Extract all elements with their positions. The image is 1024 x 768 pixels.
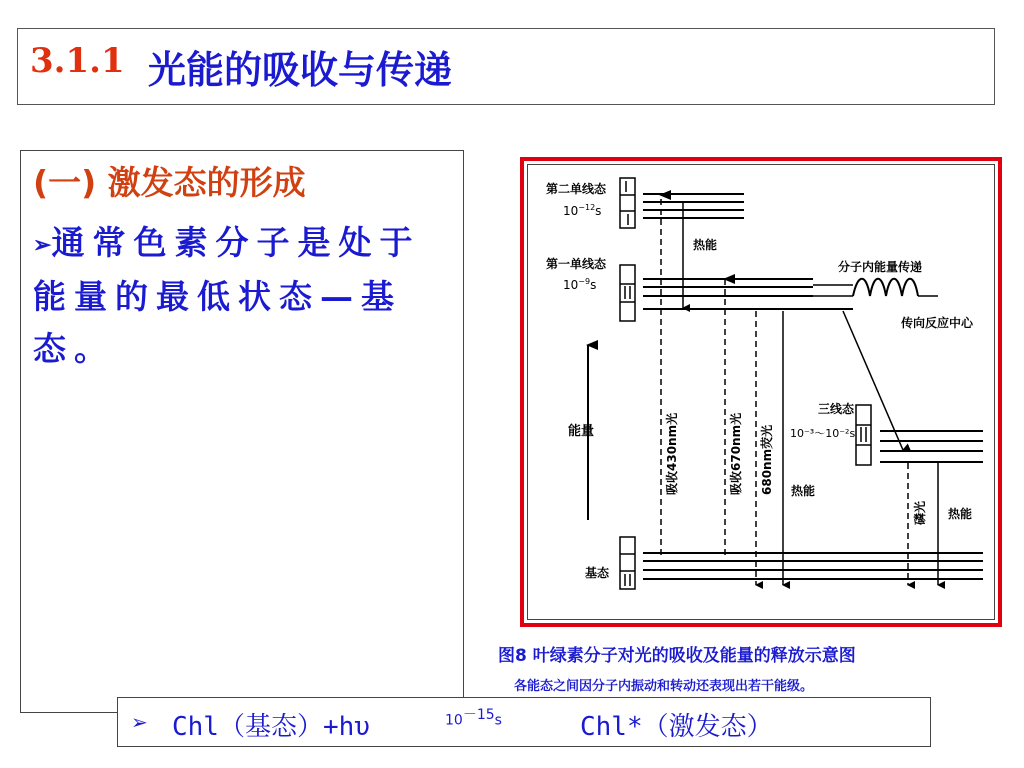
reaction-center-label: 传向反应中心 <box>901 316 974 330</box>
transfer-label: 分子内能量传递 <box>838 260 923 274</box>
s1-orbital-box <box>620 265 635 321</box>
s1-levels <box>643 279 853 309</box>
triplet-time: 10⁻³～10⁻²s <box>790 427 856 440</box>
energy-axis-label: 能量 <box>568 424 595 439</box>
bullet-arrow-icon: ➢ <box>33 232 52 258</box>
s2-levels <box>643 194 744 218</box>
equation-arrow-icon: ➢ <box>131 710 148 734</box>
figure-caption: 图8 叶绿素分子对光的吸收及能量的释放示意图 <box>498 646 856 666</box>
abs670-label: 吸收670nm光 <box>729 412 743 495</box>
bullet-text: 通常色素分子是处于能量的最低状态—基态。 <box>33 223 421 368</box>
section-number: 3.1.1 <box>30 41 125 81</box>
figure-subcaption: 各能态之间因分子内振动和转动还表现出若干能级。 <box>514 679 814 694</box>
phos-label: 磷光 <box>913 500 927 525</box>
triplet-label: 三线态 <box>818 402 855 416</box>
title-box <box>17 28 995 105</box>
s2-orbital-box <box>620 178 635 228</box>
equation-timescale: $10^{-15}s$ <box>445 707 502 729</box>
ground-orbital-box <box>620 537 635 589</box>
energy-transfer-wave <box>853 279 918 296</box>
triplet-levels <box>880 431 983 462</box>
ground-levels <box>643 553 983 579</box>
heat-mid-label: 热能 <box>791 484 816 498</box>
figure-inner <box>527 164 995 620</box>
bullet-item <box>33 217 457 375</box>
equation-right: Chl*（激发态） <box>580 712 773 742</box>
text-panel <box>20 150 464 713</box>
triplet-orbital-box <box>856 405 871 465</box>
equation-box <box>117 697 931 747</box>
abs430-label: 吸收430nm光 <box>665 412 679 495</box>
ground-label: 基态 <box>585 566 610 580</box>
equation-left: Chl（基态）+hυ <box>172 712 370 742</box>
fluor680-label: 680nm荧光 <box>760 424 774 495</box>
s1-label: 第一单线态 <box>546 257 607 271</box>
energy-level-diagram <box>528 165 994 619</box>
slide-title: 光能的吸收与传递 <box>148 48 453 92</box>
figure-frame <box>520 157 1002 627</box>
heat-top-label: 热能 <box>693 238 718 252</box>
heat-right-label: 热能 <box>948 507 973 521</box>
s2-label: 第二单线态 <box>546 182 607 196</box>
section-heading: (一) 激发态的形成 <box>33 163 306 202</box>
s1-time: $10^{-9}s$ <box>563 277 597 292</box>
s2-time: $10^{-12}s$ <box>563 203 602 218</box>
